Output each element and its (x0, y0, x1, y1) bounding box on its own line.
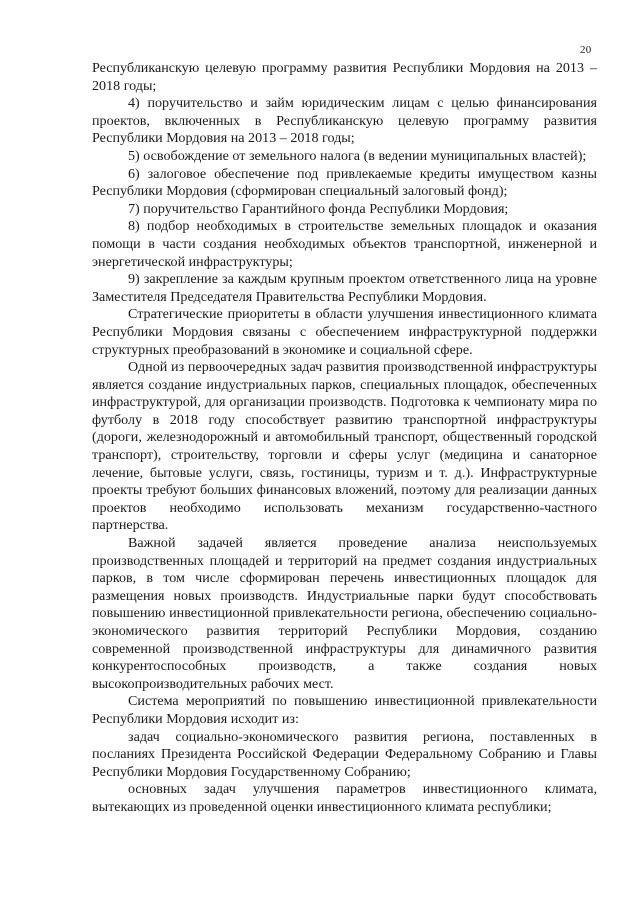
paragraph-industrial-infrastructure: Одной из первоочередных задач развития производственной инфраструктуры является создание индустриальных парков, специальных площадок, обеспеченных инфраструктурой, для организации производств. Подготовка к чемпионату мира по футболу в 2018 году способствует развитию транспортной инфраструктуры (дороги, железнодорожный и автомобильный транспорт, общественный городской транспорт), строительству, торговли и сферы услуг (медицина и санаторное лечение, бытовые услуги, связь, гостиницы, туризм и т. д.). Инфраструктурные проекты требуют больших финансовых вложений, поэтому для реализации данных проектов необходимо использовать механизм государственно-частного партнерства. (92, 359, 597, 534)
paragraph-strategic-priorities: Стратегические приоритеты в области улучшения инвестиционного климата Республики Мордовия связаны с обеспечением инфраструктурной поддержки структурных преобразований в экономике и социальной сфере. (92, 306, 597, 358)
list-item-6-collateral: 6) залоговое обеспечение под привлекаемые кредиты имуществом казны Республики Мордовия (сформирован специальный залоговый фонд); (92, 165, 597, 200)
paragraph-program-continuation: Республиканскую целевую программу развития Республики Мордовия на 2013 – 2018 годы; (92, 60, 597, 94)
list-item-8-land-plots: 8) подбор необходимых в строительстве земельных площадок и оказания помощи в части создания необходимых объектов транспортной, инженерной и энергетической инфраструктуры; (92, 218, 597, 270)
paragraph-industrial-parks: Важной задачей является проведение анализа неиспользуемых производственных площадей и территорий на предмет создания индустриальных парков, в том числе сформирован перечень инвестиционных площадок для размещения новых производств. Индустриальные парки будут способствовать повышению инвестиционной привлекательности региона, обеспечению социально-экономического развития территорий Республики Мордовия, созданию современной производственной инфраструктуры для динамичного развития конкурентоспособных производств, а также создания новых высокопроизводительных рабочих мест. (92, 535, 597, 692)
list-item-development-tasks: задач социально-экономического развития региона, поставленных в посланиях Президента Российской Федерации Федеральному Собранию и Главы Республики Мордовия Государственному Собранию; (92, 728, 597, 780)
list-item-4-guarantee-loan: 4) поручительство и займ юридическим лицам с целью финансирования проектов, включенных в Республиканскую целевую программу развития Республики Мордовия на 2013 – 2018 годы; (92, 95, 597, 147)
list-item-7-guarantee-fund: 7) поручительство Гарантийного фонда Республики Мордовия; (128, 200, 509, 217)
page-number: 20 (580, 44, 592, 56)
list-item-9-responsible-person: 9) закрепление за каждым крупным проектом ответственного лица на уровне Заместителя Председателя Правительства Республики Мордовия. (92, 271, 597, 305)
list-item-5-land-tax: 5) освобождение от земельного налога (в ведении муниципальных властей); (128, 147, 587, 164)
paragraph-system-of-measures: Система мероприятий по повышению инвестиционной привлекательности Республики Мордовия исходит из: (92, 693, 597, 727)
document-body (92, 60, 597, 817)
list-item-climate-tasks: основных задач улучшения параметров инвестиционного климата, вытекающих из проведенной оценки инвестиционного климата республики; (92, 781, 597, 815)
